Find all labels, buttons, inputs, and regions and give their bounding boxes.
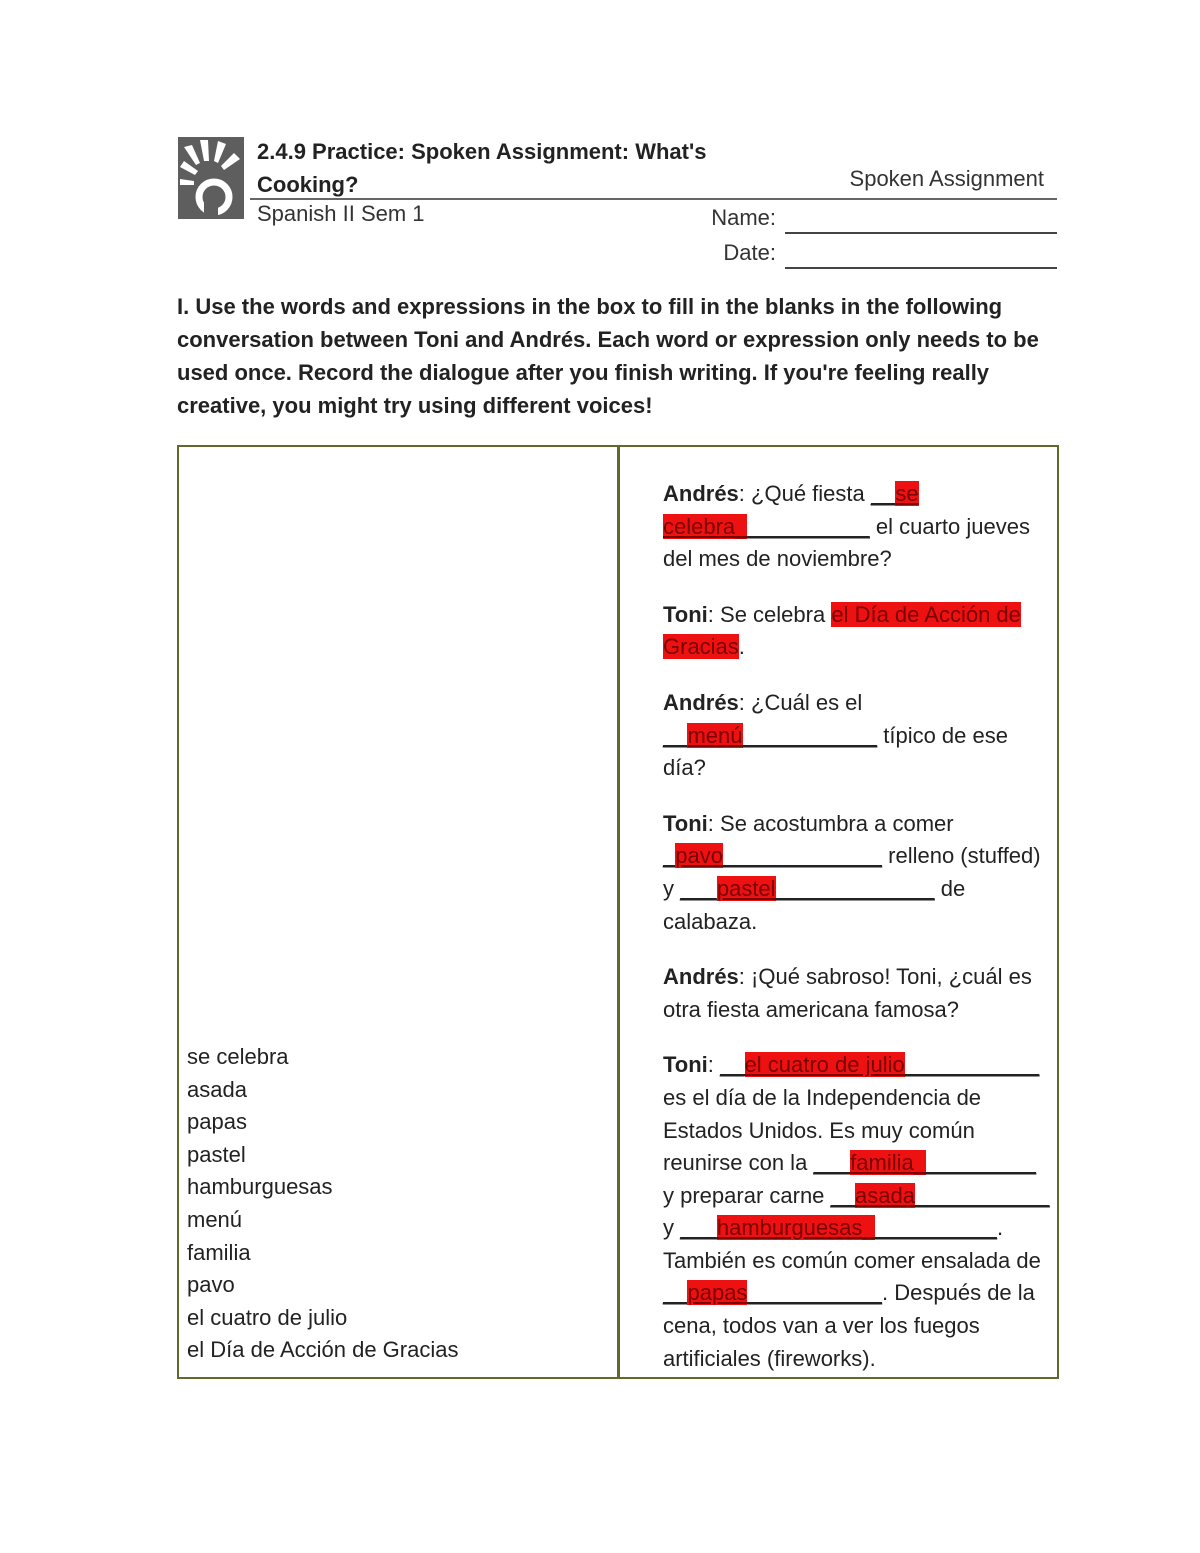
colon: : (738, 689, 745, 715)
dialogue-turn-1 (663, 478, 1053, 576)
dialogue-text: relleno (stuffed) (882, 843, 1041, 869)
dialogue-text: También es común comer ensalada de (663, 1247, 1041, 1273)
word-bank-item: pastel (187, 1141, 246, 1167)
date-label: Date: (723, 240, 776, 265)
colon: : (707, 810, 714, 836)
blank-underline: __________ (747, 513, 870, 539)
document-type-label: Spoken Assignment (849, 166, 1044, 191)
blank-underline: ___ (680, 1215, 717, 1241)
answer-underscore: _ (862, 1215, 875, 1241)
dialogue-text: y preparar carne (663, 1182, 831, 1208)
blank-underline: _ (663, 843, 676, 869)
name-label: Name: (711, 205, 776, 230)
date-field-line[interactable] (785, 267, 1057, 269)
dialogue-text: el cuarto jueves del mes de noviembre? (663, 513, 1030, 572)
answer-accion-de-gracias[interactable]: el Día de Acción de Gracias (663, 601, 1021, 660)
word-bank-item: menú (187, 1206, 243, 1232)
blank-underline: ___________ (914, 1182, 1050, 1208)
dialogue-text: . (997, 1215, 1004, 1241)
dialogue-text: ¿Cuál es el (744, 689, 863, 715)
speaker-andres: Andrés (663, 689, 739, 715)
speaker-toni: Toni (663, 1052, 708, 1078)
name-field-line[interactable] (785, 232, 1057, 234)
dialogue-turn-5 (663, 961, 1053, 1026)
word-bank-item: el Día de Acción de Gracias (187, 1337, 459, 1363)
dialogue-turn-3 (663, 687, 1053, 785)
dialogue (663, 478, 1053, 1398)
word-bank (187, 1041, 458, 1367)
colon: : (738, 964, 745, 990)
dialogue-text: de calabaza. (663, 875, 966, 934)
blank-underline: _________ (925, 1150, 1037, 1176)
dialogue-text: Se celebra (713, 601, 832, 627)
instructions: I. Use the words and expressions in the box to fill in the blanks in the following conversation between Toni and Andrés. Each word or expression only needs to be used once. Record the dialogue after you finish writing. If you're feeling really creative, you might try using different voices! (177, 294, 1039, 418)
word-bank-item: asada (187, 1076, 247, 1102)
blank-underline: __ (830, 1182, 856, 1208)
answer-underscore: _ (735, 513, 748, 539)
blank-underline: ___ (813, 1150, 851, 1176)
dialogue-turn-4 (663, 808, 1053, 938)
dialogue-text: es el día de la Independencia de Estados Unidos. Es muy común reunirse con la (663, 1084, 982, 1176)
dialogue-turn-2 (663, 599, 1053, 664)
box-divider (617, 445, 620, 1379)
word-bank-item: se celebra (187, 1044, 289, 1069)
answer-familia[interactable]: familia (850, 1150, 914, 1176)
colon: : (707, 1052, 714, 1078)
blank-underline: ___ (680, 875, 717, 901)
answer-underscore: _ (913, 1150, 926, 1176)
word-bank-item: familia (187, 1239, 251, 1265)
speaker-toni: Toni (663, 810, 708, 836)
dialogue-text: Se acostumbra a comer (713, 810, 954, 836)
blank-underline: ___________ (904, 1052, 1040, 1078)
dialogue-text: . Después de la cena, todos van a ver los fuegos artificiales (fireworks). (663, 1280, 1035, 1371)
blank-underline: __ (720, 1052, 745, 1078)
colon: : (738, 481, 745, 506)
blank-underline: _____________ (775, 875, 935, 901)
answer-pavo[interactable]: pavo (675, 843, 723, 869)
word-bank-item: pavo (187, 1272, 235, 1298)
blank-underline: __ (870, 481, 896, 506)
speaker-toni: Toni (663, 601, 708, 627)
answer-hamburguesas[interactable]: hamburguesas (716, 1215, 863, 1241)
dialogue-text: y (663, 1215, 681, 1241)
answer-pastel[interactable]: pastel (716, 875, 776, 901)
blank-underline: _____________ (722, 843, 883, 869)
colon: : (707, 601, 714, 627)
word-bank-item: papas (187, 1109, 247, 1135)
course-name: Spanish II Sem 1 (257, 201, 425, 226)
blank-underline: __________ (874, 1215, 997, 1241)
dialogue-text: ¿Qué fiesta (744, 481, 871, 506)
answer-menu[interactable]: menú (687, 722, 743, 748)
speaker-andres: Andrés (663, 481, 739, 506)
header-rule (250, 198, 1057, 200)
blank-underline: __ (663, 722, 688, 748)
word-bank-item: hamburguesas (187, 1174, 333, 1200)
answer-cuatro-de-julio[interactable]: el cuatro de julio (744, 1052, 905, 1078)
dialogue-text: típico de ese día? (663, 722, 1008, 781)
answer-asada[interactable]: asada (855, 1182, 915, 1208)
school-logo-icon (178, 137, 244, 219)
blank-underline: ___________ (742, 722, 878, 748)
assignment-title: 2.4.9 Practice: Spoken Assignment: What's Cooking? (257, 139, 707, 197)
answer-se-celebra[interactable]: se celebra (663, 481, 919, 539)
answer-papas[interactable]: papas (687, 1280, 748, 1306)
dialogue-text: . (738, 634, 745, 660)
dialogue-text: ¡Qué sabroso! Toni, ¿cuál es otra fiesta americana famosa? (663, 964, 1032, 1022)
blank-underline: __ (663, 1280, 688, 1306)
dialogue-text: y (663, 875, 681, 901)
blank-underline: ___________ (747, 1280, 883, 1306)
dialogue-turn-6 (663, 1049, 1053, 1375)
word-bank-item: el cuatro de julio (187, 1304, 348, 1330)
speaker-andres: Andrés (663, 964, 739, 990)
